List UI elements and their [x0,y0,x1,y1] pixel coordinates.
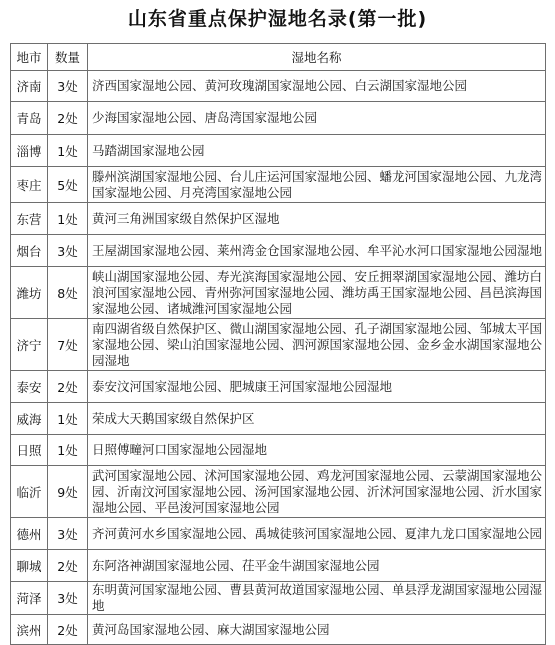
city-cell: 潍坊 [11,267,48,319]
city-cell: 威海 [11,403,48,435]
table-row [11,167,546,203]
city-cell: 枣庄 [11,167,48,203]
header-names: 湿地名称 [88,44,546,71]
count-cell: 9处 [48,466,88,518]
names-cell: 济西国家湿地公园、黄河玫瑰湖国家湿地公园、白云湖国家湿地公园 [88,71,546,102]
table-row [11,203,546,235]
count-cell: 3处 [48,71,88,102]
city-cell: 烟台 [11,235,48,267]
city-cell: 德州 [11,518,48,550]
names-cell: 南四湖省级自然保护区、微山湖国家湿地公园、孔子湖国家湿地公园、邹城太平国家湿地公园、梁山泊国家湿地公园、泗河源国家湿地公园、金乡金水湖国家湿地公园湿地 [88,319,546,371]
page-title: 山东省重点保护湿地名录(第一批) [127,8,428,30]
city-cell: 淄博 [11,135,48,167]
city-cell: 青岛 [11,102,48,135]
names-cell: 王屋湖国家湿地公园、莱州湾金仓国家湿地公园、牟平沁水河口国家湿地公园湿地 [88,235,546,267]
names-cell: 黄河岛国家湿地公园、麻大湖国家湿地公园 [88,615,546,645]
city-cell: 菏泽 [11,582,48,615]
count-cell: 5处 [48,167,88,203]
city-cell: 日照 [11,435,48,466]
city-cell: 滨州 [11,615,48,645]
count-cell: 3处 [48,582,88,615]
table-row [11,235,546,267]
count-cell: 2处 [48,550,88,582]
table-row [11,615,546,645]
count-cell: 3处 [48,235,88,267]
table-row [11,518,546,550]
names-cell: 峡山湖国家湿地公园、寿光滨海国家湿地公园、安丘拥翠湖国家湿地公园、潍坊白浪河国家湿地公园、青州弥河国家湿地公园、潍坊禹王国家湿地公园、昌邑滨海国家湿地公园、诸城潍河国家湿地公园 [88,267,546,319]
table-row [11,466,546,518]
names-cell: 马踏湖国家湿地公园 [88,135,546,167]
names-cell: 东阿洛神湖国家湿地公园、茌平金牛湖国家湿地公园 [88,550,546,582]
city-cell: 泰安 [11,371,48,403]
city-cell: 临沂 [11,466,48,518]
header-city: 地市 [11,44,48,71]
names-cell: 东明黄河国家湿地公园、曹县黄河故道国家湿地公园、单县浮龙湖国家湿地公园湿地 [88,582,546,615]
names-cell: 武河国家湿地公园、沭河国家湿地公园、鸡龙河国家湿地公园、云蒙湖国家湿地公园、沂南汶河国家湿地公园、汤河国家湿地公园、沂沭河国家湿地公园、沂水国家湿地公园、平邑浚河国家湿地公园 [88,466,546,518]
names-cell: 日照傅疃河口国家湿地公园湿地 [88,435,546,466]
table-row [11,71,546,102]
count-cell: 7处 [48,319,88,371]
count-cell: 1处 [48,203,88,235]
wetland-table [10,43,546,645]
table-row [11,403,546,435]
names-cell: 齐河黄河水乡国家湿地公园、禹城徒骇河国家湿地公园、夏津九龙口国家湿地公园 [88,518,546,550]
city-cell: 聊城 [11,550,48,582]
table-header-row [11,44,546,71]
names-cell: 少海国家湿地公园、唐岛湾国家湿地公园 [88,102,546,135]
table-row [11,435,546,466]
table-row [11,319,546,371]
names-cell: 荣成大天鹅国家级自然保护区 [88,403,546,435]
city-cell: 济宁 [11,319,48,371]
table-row [11,102,546,135]
count-cell: 1处 [48,403,88,435]
count-cell: 1处 [48,135,88,167]
city-cell: 东营 [11,203,48,235]
names-cell: 黄河三角洲国家级自然保护区湿地 [88,203,546,235]
header-count: 数量 [48,44,88,71]
count-cell: 3处 [48,518,88,550]
names-cell: 滕州滨湖国家湿地公园、台儿庄运河国家湿地公园、蟠龙河国家湿地公园、九龙湾国家湿地公园、月亮湾国家湿地公园 [88,167,546,203]
table-row [11,135,546,167]
count-cell: 2处 [48,615,88,645]
count-cell: 2处 [48,102,88,135]
city-cell: 济南 [11,71,48,102]
table-row [11,371,546,403]
table-row [11,582,546,615]
count-cell: 8处 [48,267,88,319]
table-row [11,267,546,319]
count-cell: 1处 [48,435,88,466]
table-row [11,550,546,582]
count-cell: 2处 [48,371,88,403]
names-cell: 泰安汶河国家湿地公园、肥城康王河国家湿地公园湿地 [88,371,546,403]
